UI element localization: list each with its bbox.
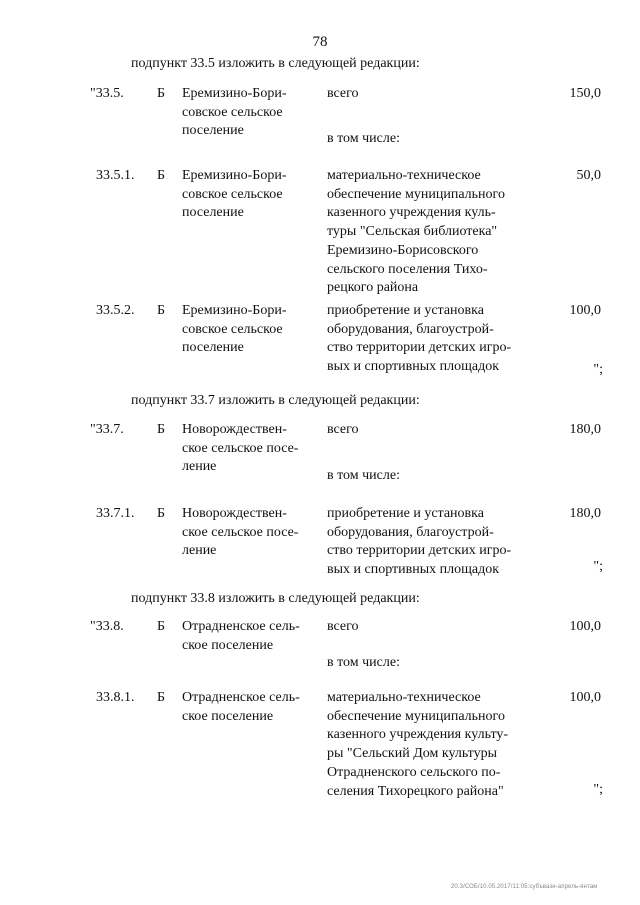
purpose-line: обеспечение муниципального (327, 708, 505, 724)
purpose-line: селения Тихорецкого района" (327, 783, 504, 799)
recipient-name-line: совское сельское (182, 186, 283, 202)
purpose-line: приобретение и установка (327, 303, 484, 318)
purpose-description (327, 302, 519, 377)
recipient-name-line: совское сельское (182, 104, 283, 120)
recipient-name-line: ление (182, 543, 217, 559)
closing-quote: "; (593, 559, 603, 574)
purpose-description (327, 505, 519, 580)
purpose-line: ство территории детских игро- (327, 543, 512, 559)
purpose-description (327, 618, 519, 637)
purpose-description (327, 689, 519, 801)
recipient-name-line: Еремизино-Бори- (182, 86, 287, 101)
purpose-line: всего (327, 619, 359, 634)
purpose-line: оборудования, благоустрой- (327, 524, 494, 540)
recipient-name-line: Еремизино-Бори- (182, 168, 287, 183)
purpose-description (327, 85, 519, 104)
recipient-name-line: совское сельское (182, 321, 283, 337)
section-heading: подпункт 33.5 изложить в следующей редакции: (131, 56, 420, 71)
row-number: 33.5.2. (96, 303, 135, 318)
purpose-line: рецкого района (327, 280, 419, 296)
purpose-line: Отрадненского сельского по- (327, 764, 501, 780)
row-number: 33.5.1. (96, 168, 135, 183)
row-number: "33.8. (90, 619, 124, 634)
amount-value: 100,0 (569, 303, 601, 318)
row-number: "33.5. (90, 86, 124, 101)
purpose-line: приобретение и установка (327, 506, 484, 521)
purpose-line: казенного учреждения культу- (327, 727, 509, 743)
purpose-line: вых и спортивных площадок (327, 359, 500, 375)
closing-quote: "; (593, 362, 603, 377)
subtotal-note: в том числе: (327, 655, 400, 670)
purpose-line: казенного учреждения куль- (327, 205, 496, 221)
amount-value: 180,0 (569, 506, 601, 521)
amount-value: 180,0 (569, 422, 601, 437)
purpose-line: всего (327, 86, 359, 101)
row-category: Б (157, 690, 166, 705)
recipient-name-line: Еремизино-Бори- (182, 303, 287, 318)
footer-stamp: 20.3/СОБ/10.05.2017/11:05:субъвази-апрель-янтам (451, 884, 598, 890)
section-heading: подпункт 33.7 изложить в следующей редакции: (131, 393, 420, 408)
recipient-name (182, 689, 315, 726)
purpose-line: ство территории детских игро- (327, 340, 512, 356)
purpose-description (327, 167, 519, 298)
row-category: Б (157, 422, 166, 437)
purpose-line: оборудования, благоустрой- (327, 321, 494, 337)
recipient-name (182, 618, 315, 655)
purpose-line: вых и спортивных площадок (327, 562, 500, 578)
page-number: 78 (312, 34, 328, 50)
row-number: "33.7. (90, 422, 124, 437)
purpose-line: Еремизино-Борисовского (327, 242, 479, 258)
recipient-name (182, 421, 315, 477)
purpose-line: сельского поселения Тихо- (327, 261, 488, 277)
recipient-name (182, 505, 315, 561)
recipient-name-line: ское поселение (182, 637, 274, 653)
recipient-name-line: Отрадненское сель- (182, 690, 300, 705)
amount-value: 100,0 (569, 619, 601, 634)
recipient-name-line: поселение (182, 205, 244, 221)
recipient-name (182, 85, 315, 141)
recipient-name-line: поселение (182, 123, 244, 139)
row-category: Б (157, 619, 166, 634)
recipient-name-line: ление (182, 459, 217, 475)
purpose-description (327, 421, 519, 440)
recipient-name-line: ское поселение (182, 708, 274, 724)
row-number: 33.8.1. (96, 690, 135, 705)
recipient-name-line: поселение (182, 340, 244, 356)
purpose-line: туры "Сельская библиотека" (327, 224, 498, 240)
recipient-name-line: ское сельское посе- (182, 440, 299, 456)
recipient-name-line: ское сельское посе- (182, 524, 299, 540)
row-category: Б (157, 303, 166, 318)
recipient-name-line: Новорождествен- (182, 422, 287, 437)
amount-value: 150,0 (569, 86, 601, 101)
recipient-name (182, 167, 315, 223)
purpose-line: ры "Сельский Дом культуры (327, 746, 498, 762)
purpose-line: материально-техническое (327, 690, 481, 705)
row-category: Б (157, 86, 166, 101)
recipient-name (182, 302, 315, 358)
amount-value: 50,0 (576, 168, 601, 183)
purpose-line: всего (327, 422, 359, 437)
subtotal-note: в том числе: (327, 131, 400, 146)
purpose-line: обеспечение муниципального (327, 186, 505, 202)
row-category: Б (157, 168, 166, 183)
row-category: Б (157, 506, 166, 521)
row-number: 33.7.1. (96, 506, 135, 521)
recipient-name-line: Отрадненское сель- (182, 619, 300, 634)
purpose-line: материально-техническое (327, 168, 481, 183)
subtotal-note: в том числе: (327, 468, 400, 483)
recipient-name-line: Новорождествен- (182, 506, 287, 521)
amount-value: 100,0 (569, 690, 601, 705)
section-heading: подпункт 33.8 изложить в следующей редакции: (131, 591, 420, 606)
closing-quote: "; (593, 782, 603, 797)
